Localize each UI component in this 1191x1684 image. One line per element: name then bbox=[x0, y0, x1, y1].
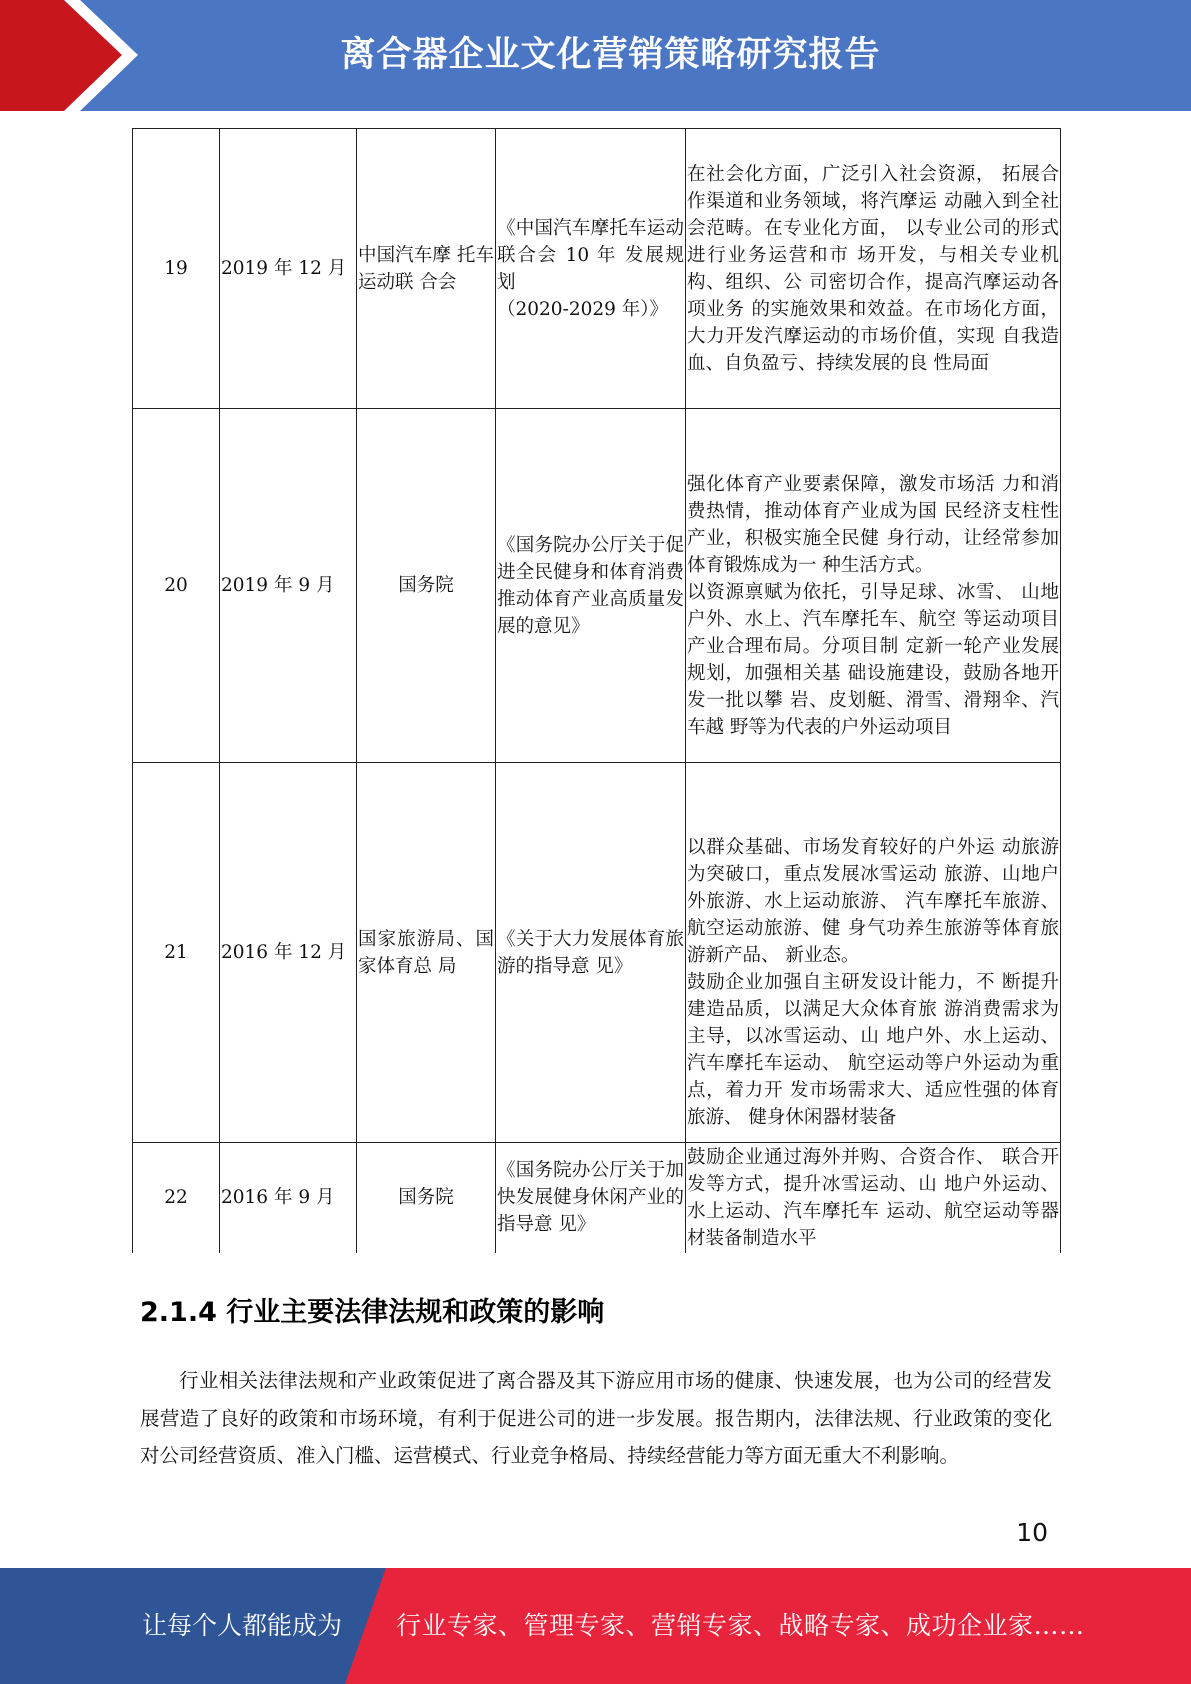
row-policy-title bbox=[496, 763, 686, 1143]
row-number: 22 bbox=[133, 1143, 220, 1253]
content-paragraph: 强化体育产业要素保障，激发市场活 力和消费热情，推动体育产业成为国 民经济支柱性产业，积极实施全民健 身行动，让经常参加体育锻炼成为一 种生活方式。 bbox=[687, 473, 1059, 576]
row-policy-title bbox=[496, 409, 686, 763]
policy-table bbox=[132, 128, 1061, 1253]
policy-title-line: 《国务院办公厅关于加快发展健身休闲产业的指导意 见》 bbox=[497, 1160, 684, 1236]
row-content bbox=[686, 409, 1061, 763]
row-issuer: 国家旅游局、国家体育总 局 bbox=[357, 763, 496, 1143]
content-paragraph: 以群众基础、市场发育较好的户外运 动旅游为突破口，重点发展冰雪运动 旅游、山地户外旅游、水上运动旅游、 汽车摩托车旅游、航空运动旅游、健 身气功养生旅游等体育旅游新产品、 新业态。 bbox=[687, 837, 1059, 966]
row-date: 2016 年 12 月 bbox=[220, 763, 357, 1143]
content-paragraph: 鼓励企业加强自主研发设计能力，不 断提升建造品质，以满足大众体育旅 游消费需求为主导，以冰雪运动、山 地户外、水上运动、汽车摩托车运动、 航空运动等户外运动为重点，着力开 发市场需求大、适应性强的体育旅游、 健身休闲器材装备 bbox=[687, 972, 1059, 1128]
section-heading: 2.1.4 行业主要法律法规和政策的影响 bbox=[140, 1297, 605, 1328]
policy-title-line: 《关于大力发展体育旅游的指导意 见》 bbox=[497, 928, 684, 977]
row-content bbox=[686, 129, 1061, 409]
page-footer bbox=[0, 1568, 1191, 1684]
page-header bbox=[0, 0, 1191, 111]
report-title: 离合器企业文化营销策略研究报告 bbox=[340, 35, 881, 75]
row-date: 2019 年 9 月 bbox=[220, 409, 357, 763]
table-row bbox=[133, 409, 1061, 763]
row-number: 21 bbox=[133, 763, 220, 1143]
row-content bbox=[686, 763, 1061, 1143]
policy-title-line: （2020-2029 年）》 bbox=[497, 298, 669, 320]
table-row bbox=[133, 763, 1061, 1143]
table-row bbox=[133, 1143, 1061, 1253]
row-number: 20 bbox=[133, 409, 220, 763]
body-paragraph: 行业相关法律法规和产业政策促进了离合器及其下游应用市场的健康、快速发展，也为公司的经营发展营造了良好的政策和市场环境，有利于促进公司的进一步发展。报告期内，法律法规、行业政策的变化对公司经营资质、准入门槛、运营模式、行业竞争格局、持续经营能力等方面无重大不利影响。 bbox=[140, 1369, 1052, 1467]
row-content bbox=[686, 1143, 1061, 1253]
policy-title-line: 《中国汽车摩托车运动联合会 10 年 发展规划 bbox=[497, 217, 684, 293]
row-policy-title bbox=[496, 1143, 686, 1253]
row-date: 2019 年 12 月 bbox=[220, 129, 357, 409]
content-paragraph: 在社会化方面，广泛引入社会资源， 拓展合作渠道和业务领域，将汽摩运 动融入到全社会范畴。在专业化方面， 以专业公司的形式进行业务运营和市 场开发，与相关专业机构、组织、公 司密切合作，提高汽摩运动各项业务 的实施效果和效益。在市场化方面， 大力开发汽摩运动的市场价值，实现 自我造血、自负盈亏、持续发展的良 性局面 bbox=[687, 163, 1059, 374]
content-paragraph: 鼓励企业通过海外并购、合资合作、 联合开发等方式，提升冰雪运动、山 地户外运动、水上运动、汽车摩托车 运动、航空运动等器材装备制造水平 bbox=[687, 1146, 1059, 1249]
row-issuer: 国务院 bbox=[357, 1143, 496, 1253]
row-issuer: 国务院 bbox=[357, 409, 496, 763]
footer-slogan-right: 行业专家、管理专家、营销专家、战略专家、成功企业家…… bbox=[396, 1611, 1085, 1640]
footer-slogan-left: 让每个人都能成为 bbox=[142, 1611, 343, 1640]
row-issuer: 中国汽车摩 托车运动联 合会 bbox=[357, 129, 496, 409]
row-date: 2016 年 9 月 bbox=[220, 1143, 357, 1253]
content-paragraph: 以资源禀赋为依托，引导足球、冰雪、 山地户外、水上、汽车摩托车、航空 等运动项目产业合理布局。分项目制 定新一轮产业发展规划，加强相关基 础设施建设，鼓励各地开发一批以攀 岩、皮划艇、滑雪、滑翔伞、汽车越 野等为代表的户外运动项目 bbox=[687, 581, 1059, 738]
table-row bbox=[133, 129, 1061, 409]
page-number: 10 bbox=[1016, 1518, 1048, 1547]
row-policy-title bbox=[496, 129, 686, 409]
policy-title-line: 《国务院办公厅关于促进全民健身和体育消费推动体育产业高质量发展的意见》 bbox=[497, 534, 684, 637]
row-number: 19 bbox=[133, 129, 220, 409]
